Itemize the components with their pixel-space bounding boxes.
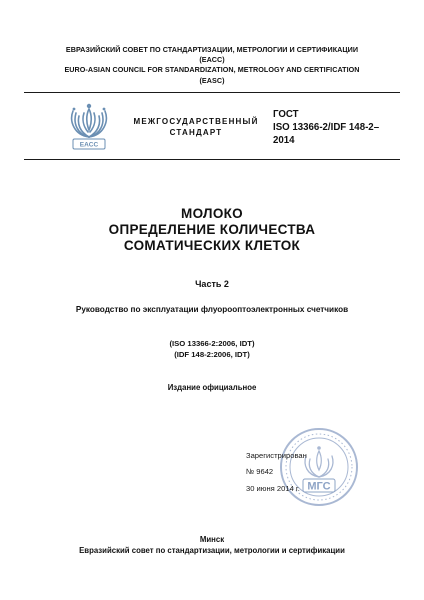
council-header	[24, 45, 400, 86]
registration-label: Зарегистрирован	[246, 451, 307, 460]
part-label: Часть 2	[195, 279, 229, 289]
registration-number: № 9642	[246, 467, 274, 477]
designation-line2: ISO 13366-2/IDF 148-2–	[273, 121, 380, 133]
edition-label: Издание официальное	[167, 383, 257, 392]
stamp-label: МГС	[307, 480, 331, 493]
easc-emblem-icon	[64, 99, 114, 151]
footer-city: Минск	[199, 535, 225, 544]
council-abbr-ru: (ЕАСС)	[199, 55, 225, 65]
logo-label: EACC	[79, 141, 99, 149]
document-subtitle: Руководство по эксплуатации флуорооптоэлектронных счетчиков	[75, 305, 349, 314]
publisher-footer	[24, 534, 400, 556]
title-line2: ОПРЕДЕЛЕНИЕ КОЛИЧЕСТВА	[108, 222, 316, 237]
council-abbr-en: (EASC)	[199, 75, 225, 85]
top-divider	[24, 92, 400, 93]
iso-reference	[24, 339, 400, 360]
standard-type-line2: СТАНДАРТ	[169, 128, 223, 137]
iso-ref-line1: (ISO 13366-2:2006, IDT)	[169, 339, 255, 348]
registration-block	[246, 448, 307, 497]
standard-designation	[273, 109, 413, 147]
council-name-ru: ЕВРАЗИЙСКИЙ СОВЕТ ПО СТАНДАРТИЗАЦИИ, МЕТРОЛОГИИ И СЕРТИФИКАЦИИ	[65, 45, 359, 54]
title-line1: МОЛОКО	[181, 206, 243, 221]
designation-line3: 2014	[273, 134, 295, 146]
standard-type	[128, 116, 264, 138]
council-name-en: EURO-ASIAN COUNCIL FOR STANDARDIZATION, METROLOGY AND CERTIFICATION	[64, 65, 360, 75]
registration-date: 30 июня 2014 г.	[246, 483, 300, 493]
title-line3: СОМАТИЧЕСКИХ КЛЕТОК	[123, 238, 301, 253]
iso-ref-line2: (IDF 148-2:2006, IDT)	[174, 349, 250, 359]
designation-line1: ГОСТ	[273, 109, 299, 120]
bottom-divider	[24, 159, 400, 160]
footer-publisher: Евразийский совет по стандартизации, метрологии и сертификации	[79, 546, 345, 555]
document-title	[24, 206, 400, 254]
standard-type-line1: МЕЖГОСУДАРСТВЕННЫЙ	[133, 117, 259, 126]
